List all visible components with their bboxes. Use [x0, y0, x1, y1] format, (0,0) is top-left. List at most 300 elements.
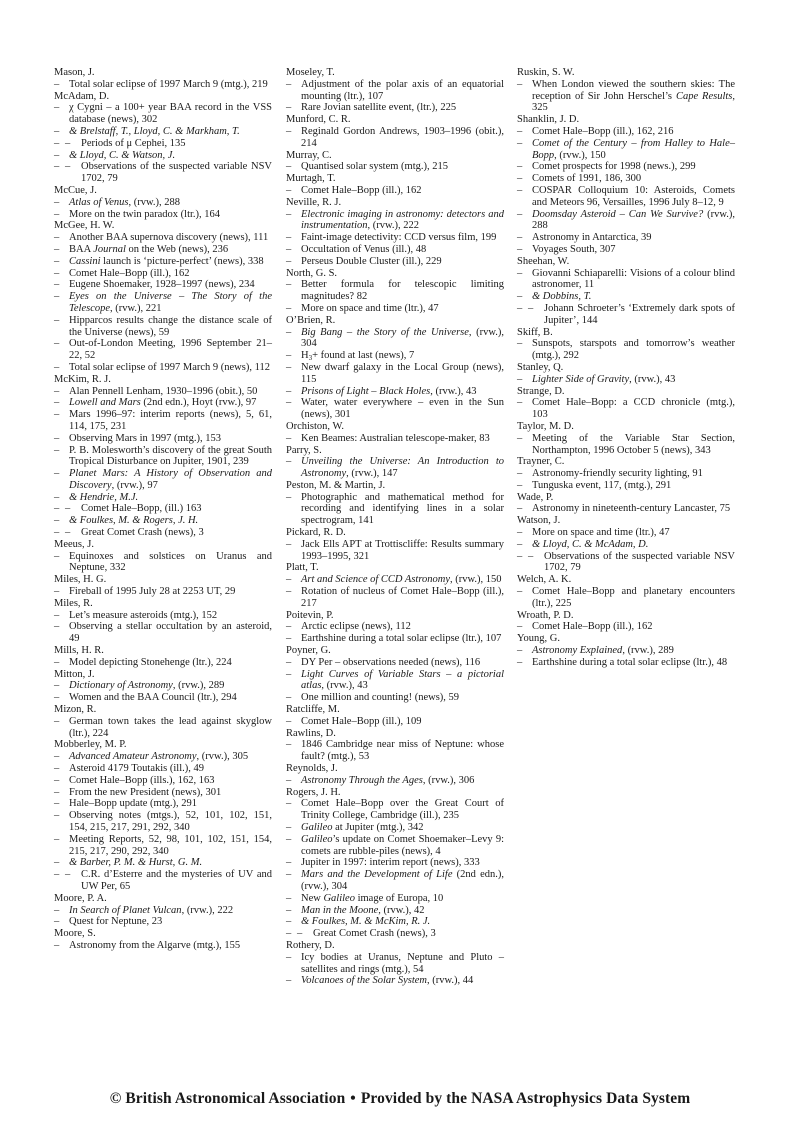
author-name: Ratcliffe, M. [286, 704, 340, 716]
item-dash: – [54, 444, 60, 456]
item-dash: – [286, 904, 292, 916]
author-name: Rothery, D. [286, 939, 335, 951]
author-name: Miles, R. [54, 597, 93, 609]
index-item [54, 386, 272, 398]
item-text: Comet of the Century – from Halley to Hale–Bopp, (rvw.), 150 [532, 137, 735, 161]
page-footer [0, 1090, 800, 1108]
author-name: Rogers, J. H. [286, 786, 341, 798]
item-dash: – [54, 491, 60, 503]
author-name: Parry, S. [286, 444, 322, 456]
item-dash: – [54, 527, 60, 539]
index-item [517, 244, 735, 256]
item-text: More on the twin paradox (ltr.), 164 [69, 208, 221, 220]
author-entry [286, 562, 504, 609]
author-name: Rawlins, D. [286, 727, 336, 739]
item-dash: – [54, 243, 60, 255]
item-text: Comet Hale–Bopp and planetary encounters (ltr.), 225 [532, 586, 735, 609]
item-text: Observing Mars in 1997 (mtg.), 153 [69, 432, 221, 444]
item-dash: – [54, 621, 60, 633]
item-dash: – [286, 125, 292, 137]
author-name: Munford, C. R. [286, 114, 351, 126]
item-dash: – [54, 916, 60, 928]
item-text: Comet Hale–Bopp (ill.), 162, 216 [532, 125, 674, 137]
item-text: Eugene Shoemaker, 1928–1997 (news), 234 [69, 279, 255, 291]
index-item [517, 586, 735, 610]
index-item [517, 185, 735, 209]
index-item [54, 810, 272, 834]
author-name: Miles, H. G. [54, 574, 107, 586]
index-item [54, 256, 272, 268]
index-item [286, 893, 504, 905]
item-text: Comet Hale–Bopp (ill.), 162 [301, 184, 422, 196]
author-entry [517, 492, 735, 516]
index-item [54, 775, 272, 787]
author-name: Shanklin, J. D. [517, 114, 580, 126]
item-dash: – [54, 468, 60, 480]
item-text: Galileo at Jupiter (mtg.), 342 [301, 822, 424, 833]
author-entry [517, 67, 735, 114]
author-entry [517, 456, 735, 491]
index-item [517, 468, 735, 480]
index-item [54, 102, 272, 126]
item-dash: – [286, 491, 292, 503]
index-item [286, 492, 504, 527]
footer-separator: • [350, 1090, 356, 1107]
item-dash: – [65, 137, 71, 149]
index-item [517, 480, 735, 492]
index-item [286, 539, 504, 563]
item-text: & Dobbins, T. [532, 291, 592, 303]
index-item [286, 456, 504, 480]
item-text: C.R. d’Esterre and the mysteries of UV and UW Per, 65 [81, 869, 272, 892]
item-dash: – [54, 196, 60, 208]
index-item [286, 102, 504, 114]
index-item [517, 527, 735, 539]
index-item [286, 327, 504, 351]
author-name: Platt, T. [286, 562, 319, 574]
item-text: Hipparcos results change the distance scale of the Universe (news), 59 [69, 314, 272, 338]
index-item [517, 551, 735, 575]
item-text: & Lloyd, C. & McAdam, D. [532, 538, 649, 550]
item-text: Advanced Amateur Astronomy, (rvw.), 305 [69, 751, 249, 763]
item-dash: – [54, 798, 60, 810]
index-item [54, 621, 272, 645]
index-item [517, 338, 735, 362]
item-text: Meeting Reports, 52, 98, 101, 102, 151, 154, 215, 217, 290, 292, 340 [69, 833, 272, 857]
item-dash: – [286, 574, 292, 586]
item-dash: – [286, 857, 292, 869]
item-text: Equinoxes and solstices on Uranus and Neptune, 332 [69, 550, 272, 574]
item-dash: – [54, 774, 60, 786]
item-text: Observations of the suspected variable NSV 1702, 79 [544, 550, 735, 574]
provider-notice: Provided by the NASA Astrophysics Data System [360, 1090, 691, 1107]
index-item [517, 433, 735, 457]
index-item [286, 633, 504, 645]
item-text: Unveiling the Universe: An Introduction to Astronomy, (rvw.), 147 [301, 456, 504, 480]
item-text: Meeting of the Variable Star Section, Northampton, 1996 October 5 (news), 343 [532, 432, 735, 456]
index-item [286, 362, 504, 386]
item-text: Earthshine during a total solar eclipse (ltr.), 48 [532, 656, 728, 668]
item-text: Comets of 1991, 186, 300 [532, 173, 642, 185]
item-text: Lowell and Mars (2nd edn.), Hoyt (rvw.), 97 [69, 397, 257, 409]
author-name: Sheehan, W. [517, 255, 570, 267]
author-name: Murtagh, T. [286, 173, 336, 185]
item-text: Faint-image detectivity: CCD versus film, 199 [301, 232, 497, 244]
index-item [54, 209, 272, 221]
index-item [286, 386, 504, 398]
index-item [54, 433, 272, 445]
item-dash: – [54, 267, 60, 279]
item-dash: – [54, 255, 60, 267]
author-name: Orchiston, W. [286, 420, 345, 432]
item-dash: – [517, 397, 523, 409]
item-text: Doomsday Asteroid – Can We Survive? (rvw.), 288 [532, 208, 735, 232]
item-dash: – [286, 78, 292, 90]
index-item [54, 657, 272, 669]
index-item [54, 869, 272, 893]
item-dash: – [517, 373, 523, 385]
index-item [517, 645, 735, 657]
item-text: Fireball of 1995 July 28 at 2253 UT, 29 [69, 586, 236, 598]
item-text: COSPAR Colloquium 10: Asteroids, Comets and Meteors 96, Versailles, 1996 July 8–12, 9 [532, 184, 735, 208]
item-text: Ken Beames: Australian telescope-maker, 83 [301, 432, 490, 444]
item-text: Giovanni Schiaparelli: Visions of a colour blind astronomer, 11 [532, 267, 735, 291]
item-text: $H_3+$ found at last (news), 7 [301, 350, 415, 363]
index-item [54, 397, 272, 409]
author-entry [286, 114, 504, 149]
author-name: Moore, S. [54, 928, 96, 940]
item-text: Astronomy from the Algarve (mtg.), 155 [69, 939, 241, 951]
index-item [54, 692, 272, 704]
item-dash: – [517, 173, 523, 185]
author-entry [286, 173, 504, 197]
item-dash: – [286, 243, 292, 255]
author-name: Mason, J. [54, 67, 95, 78]
index-item [286, 692, 504, 704]
index-item [54, 905, 272, 917]
author-name: Mills, H. R. [54, 645, 104, 657]
item-text: Occultation of Venus (ill.), 48 [301, 243, 427, 255]
item-text: & Foulkes, M. & McKim, R. J. [301, 916, 431, 928]
item-dash: – [54, 550, 60, 562]
item-text: Photographic and mathematical method for recording and identifying lines in a solar spectrogram, 141 [301, 491, 504, 527]
item-text: Big Bang – the Story of the Universe, (rvw.), 304 [301, 326, 504, 350]
index-item [54, 798, 272, 810]
index-item [54, 244, 272, 256]
item-text: Comet Hale–Bopp, (ill.) 163 [81, 503, 202, 515]
item-dash: – [65, 503, 71, 515]
item-text: Astronomy in Antarctica, 39 [532, 232, 652, 244]
item-text: Volcanoes of the Solar System, (rvw.), 44 [301, 975, 474, 987]
item-text: Johann Schroeter’s ‘Extremely dark spots of Jupiter’, 144 [544, 302, 735, 326]
item-text: When London viewed the southern skies: The reception of Sir John Herschel’s Cape Results, 325 [532, 78, 736, 114]
item-text: Planet Mars: A History of Observation and Discovery, (rvw.), 97 [69, 468, 272, 491]
item-dash: – [517, 232, 523, 244]
author-entry [286, 197, 504, 268]
author-name: McGee, H. W. [54, 220, 115, 232]
index-item [54, 338, 272, 362]
item-text: One million and counting! (news), 59 [301, 692, 460, 704]
item-dash: – [286, 326, 292, 338]
index-item [517, 138, 735, 162]
index-item [54, 857, 272, 869]
author-entry [286, 610, 504, 645]
index-item [286, 834, 504, 858]
author-entry [54, 374, 272, 539]
item-text: Comet Hale–Bopp (ill.), 162 [69, 267, 190, 279]
item-text: Man in the Moone, (rvw.), 42 [301, 904, 425, 916]
author-name: Stanley, Q. [517, 361, 564, 373]
index-item [54, 126, 272, 138]
copyright-notice: © British Astronomical Association [109, 1090, 346, 1107]
item-dash: – [54, 763, 60, 775]
item-text: & Foulkes, M. & Rogers, J. H. [69, 515, 199, 527]
item-text: New Galileo image of Europa, 10 [301, 892, 444, 904]
item-dash: – [54, 314, 60, 326]
index-item [54, 834, 272, 858]
item-dash: – [54, 279, 60, 291]
item-dash: – [54, 656, 60, 668]
index-item [286, 952, 504, 976]
item-text: Astronomy-friendly security lighting, 91 [532, 468, 703, 480]
item-dash: – [517, 291, 523, 303]
index-item [54, 586, 272, 598]
author-entry [286, 645, 504, 704]
author-entry [54, 739, 272, 892]
item-dash: – [286, 668, 292, 680]
item-text: Great Comet Crash (news), 3 [313, 928, 436, 940]
item-text: Adjustment of the polar axis of an equatorial mounting (ltr.), 107 [301, 78, 504, 102]
item-dash: – [286, 184, 292, 196]
item-text: Jupiter in 1997: interim report (news), 333 [301, 857, 480, 869]
index-item [54, 680, 272, 692]
author-name: Watson, J. [517, 515, 561, 527]
index-item [54, 232, 272, 244]
item-dash: – [517, 468, 523, 480]
item-dash: – [286, 232, 292, 244]
index-item [286, 928, 504, 940]
item-dash: – [286, 586, 292, 598]
item-dash: – [286, 951, 292, 963]
author-entry [517, 421, 735, 456]
author-entry [286, 763, 504, 787]
item-text: Astronomy Explained, (rvw.), 289 [532, 645, 674, 657]
item-dash: – [528, 302, 534, 314]
index-item [286, 244, 504, 256]
item-dash: – [286, 255, 292, 267]
item-text: Lighter Side of Gravity, (rvw.), 43 [532, 373, 676, 385]
item-text: Sunspots, starspots and tomorrow’s weather (mtg.), 292 [532, 338, 735, 362]
item-dash: – [54, 208, 60, 220]
item-text: Total solar eclipse of 1997 March 9 (news), 112 [69, 361, 270, 373]
index-item [54, 445, 272, 469]
index-item [286, 857, 504, 869]
index-item [286, 209, 504, 233]
item-dash: – [54, 149, 60, 161]
item-dash: – [286, 692, 292, 704]
index-item [54, 138, 272, 150]
item-dash: – [286, 397, 292, 409]
author-name: McKim, R. J. [54, 373, 111, 385]
index-item [286, 279, 504, 303]
item-dash: – [54, 137, 60, 149]
index-item [54, 268, 272, 280]
item-dash: – [517, 243, 523, 255]
item-text: Another BAA supernova discovery (news), 111 [69, 232, 269, 244]
author-name: Moseley, T. [286, 67, 335, 78]
author-entry [286, 940, 504, 987]
item-dash: – [517, 550, 523, 562]
index-item [286, 669, 504, 693]
item-dash: – [517, 184, 523, 196]
index-item [286, 657, 504, 669]
item-text: Light Curves of Variable Stars – a pictorial atlas, (rvw.), 43 [301, 668, 504, 692]
index-column-2 [286, 67, 504, 987]
index-item [54, 763, 272, 775]
item-dash: – [286, 621, 292, 633]
item-text: Women and the BAA Council (ltr.), 294 [69, 692, 237, 704]
item-dash: – [517, 586, 523, 598]
index-item [517, 539, 735, 551]
item-dash: – [286, 538, 292, 550]
index-item [54, 492, 272, 504]
author-name: Welch, A. K. [517, 574, 572, 586]
item-text: Electronic imaging in astronomy: detectors and instrumentation, (rvw.), 222 [301, 208, 504, 232]
item-text: Great Comet Crash (news), 3 [81, 527, 204, 539]
item-dash: – [286, 102, 292, 114]
index-item [54, 279, 272, 291]
index-item [517, 291, 735, 303]
item-dash: – [517, 338, 523, 350]
author-entry [286, 268, 504, 315]
item-dash: – [528, 550, 534, 562]
author-entry [286, 315, 504, 421]
index-item [517, 173, 735, 185]
item-text: Voyages South, 307 [532, 243, 616, 255]
item-dash: – [517, 137, 523, 149]
author-entry [54, 91, 272, 185]
item-dash: – [286, 916, 292, 928]
item-text: Art and Science of CCD Astronomy, (rvw.), 150 [301, 574, 502, 586]
item-dash: – [65, 161, 71, 173]
author-entry [517, 610, 735, 634]
index-item [286, 79, 504, 103]
index-item [54, 161, 272, 185]
author-entry [286, 787, 504, 940]
item-text: Let’s measure asteroids (mtg.), 152 [69, 609, 218, 621]
index-item [517, 374, 735, 386]
item-dash: – [54, 869, 60, 881]
item-dash: – [54, 78, 60, 90]
item-dash: – [54, 291, 60, 303]
item-text: Comet Hale–Bopp (ills.), 162, 163 [69, 774, 215, 786]
item-dash: – [517, 656, 523, 668]
author-name: Trayner, C. [517, 456, 565, 468]
item-dash: – [286, 833, 292, 845]
author-name: Wade, P. [517, 491, 554, 503]
item-text: Arctic eclipse (news), 112 [301, 621, 411, 633]
item-dash: – [286, 739, 292, 751]
index-item [286, 574, 504, 586]
item-dash: – [286, 161, 292, 173]
item-text: Quantised solar system (mtg.), 215 [301, 161, 448, 173]
author-entry [517, 327, 735, 362]
item-dash: – [286, 928, 292, 940]
author-name: Neville, R. J. [286, 196, 342, 208]
index-item [286, 433, 504, 445]
author-name: Skiff, B. [517, 326, 553, 338]
item-dash: – [517, 161, 523, 173]
item-text: More on space and time (ltr.), 47 [301, 302, 439, 314]
item-dash: – [286, 774, 292, 786]
item-dash: – [54, 432, 60, 444]
item-dash: – [286, 715, 292, 727]
item-dash: – [286, 456, 292, 468]
item-dash: – [54, 609, 60, 621]
author-name: Meeus, J. [54, 538, 94, 550]
item-text: Galileo’s update on Comet Shoemaker–Levy 9: comets are rubble-piles (news), 4 [301, 833, 504, 857]
item-text: Eyes on the Universe – The Story of the Telescope, (rvw.), 221 [69, 291, 272, 314]
item-text: Observing notes (mtgs.), 52, 101, 102, 151, 154, 215, 217, 291, 292, 340 [69, 810, 272, 833]
index-item [54, 362, 272, 374]
item-text: Quest for Neptune, 23 [69, 916, 163, 928]
item-text: DY Per – observations needed (news), 116 [301, 656, 481, 668]
item-dash: – [54, 361, 60, 373]
index-item [517, 503, 735, 515]
item-dash: – [286, 656, 292, 668]
item-text: Astronomy in nineteenth-century Lancaster, 75 [532, 503, 731, 515]
author-entry [286, 527, 504, 562]
item-dash: – [54, 857, 60, 869]
item-dash: – [54, 939, 60, 951]
item-dash: – [517, 645, 523, 657]
index-item [54, 79, 272, 91]
index-item [54, 916, 272, 928]
author-name: Poitevin, P. [286, 609, 334, 621]
index-item [517, 79, 735, 114]
item-text: & Hendrie, M.J. [69, 491, 139, 503]
author-name: Young, G. [517, 633, 560, 645]
index-item [517, 303, 735, 327]
index-item [54, 751, 272, 763]
item-dash: – [286, 432, 292, 444]
index-item [286, 303, 504, 315]
item-dash: – [54, 904, 60, 916]
author-entry [54, 598, 272, 645]
index-item [54, 551, 272, 575]
item-text: Better formula for telescopic limiting magnitudes? 82 [301, 279, 504, 303]
author-name: Taylor, M. D. [517, 420, 574, 432]
item-text: Water, water everywhere – even in the Sun (news), 301 [301, 397, 504, 421]
index-item [54, 315, 272, 339]
item-text: New dwarf galaxy in the Local Group (news), 115 [301, 361, 504, 385]
item-dash: – [54, 338, 60, 350]
item-text: Rare Jovian satellite event, (ltr.), 225 [301, 102, 457, 114]
index-item [286, 822, 504, 834]
item-text: Dictionary of Astronomy, (rvw.), 289 [69, 680, 225, 692]
author-entry [286, 480, 504, 527]
item-dash: – [286, 798, 292, 810]
item-text: From the new President (news), 301 [69, 786, 222, 798]
author-name: Ruskin, S. W. [517, 67, 575, 78]
author-entry [517, 386, 735, 421]
item-dash: – [297, 928, 303, 940]
author-name: McCue, J. [54, 184, 97, 196]
item-dash: – [65, 527, 71, 539]
item-text: Jack Ells APT at Trottiscliffe: Results summary 1993–1995, 321 [301, 538, 504, 562]
index-item [286, 916, 504, 928]
index-item [517, 268, 735, 292]
